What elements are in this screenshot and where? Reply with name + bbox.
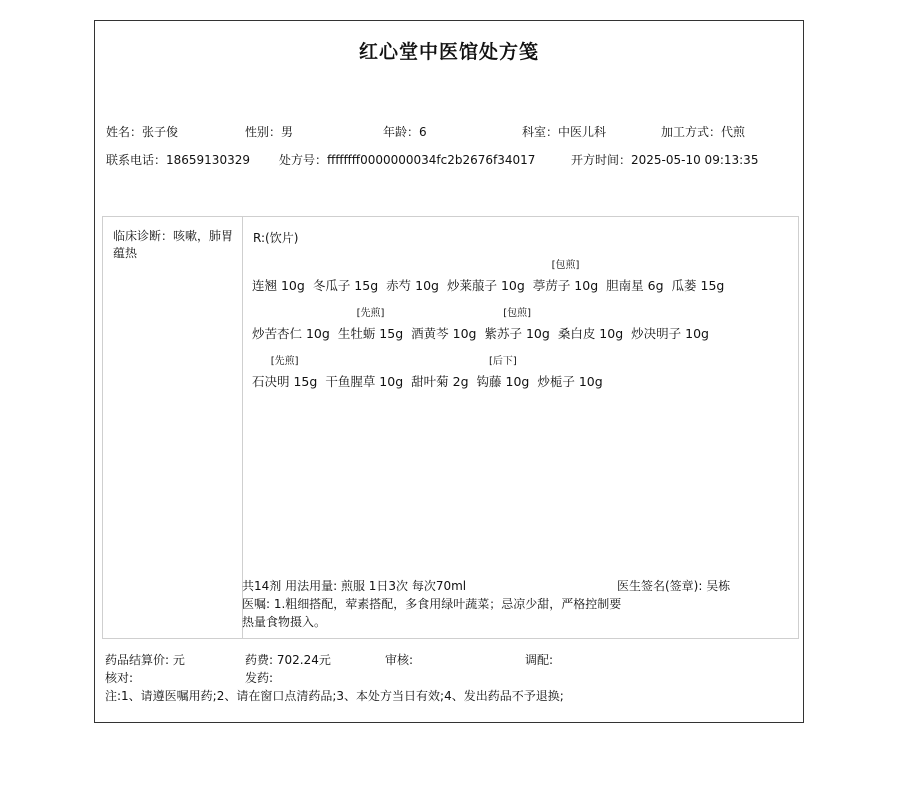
contact-phone: 联系电话：18659130329: [106, 153, 250, 167]
herb-item: 炒决明子 10g: [631, 326, 709, 341]
footer-note: 注:1、请遵医嘱用药;2、请在窗口点清药品;3、本处方当日有效;4、发出药品不予退换;: [105, 689, 564, 703]
herb-row-1: [252, 260, 725, 294]
usage-dosage: 共14剂 用法用量: 煎服 1日3次 每次70ml: [242, 579, 467, 593]
dispense-field: 调配:: [525, 653, 554, 667]
herb-item: 胆南星 6g: [606, 278, 664, 293]
herb-item: [后下] 钩藤 10g: [477, 372, 530, 390]
herb-item: 炒莱菔子 10g: [446, 278, 525, 293]
column-divider: [242, 217, 243, 638]
decoction-tag: [先煎]: [356, 308, 385, 319]
issue-field: 发药:: [245, 671, 274, 685]
herb-item: 冬瓜子 15g: [312, 278, 379, 293]
settlement-price: 药品结算价: 元: [105, 653, 185, 667]
herb-item: [包煎] 紫苏子 10g: [484, 324, 549, 342]
patient-age: 年龄：6: [383, 125, 427, 139]
herb-item: [包煎] 葶苈子 10g: [533, 276, 598, 294]
herb-item: 赤芍 10g: [386, 278, 439, 293]
review-field: 审核:: [385, 653, 414, 667]
decoction-tag: [包煎]: [503, 308, 532, 319]
processing-method: 加工方式：代煎: [661, 125, 746, 139]
herb-item: 干鱼腥草 10g: [325, 374, 404, 389]
drug-fee: 药费: 702.24元: [245, 653, 331, 667]
herb-item: 瓜蒌 15g: [671, 278, 725, 293]
department: 科室：中医儿科: [522, 125, 607, 139]
herb-item: 酒黄芩 10g: [411, 326, 477, 341]
usage-and-advice: [242, 577, 622, 631]
herb-item: 甜叶菊 2g: [411, 374, 469, 389]
patient-gender: 性别：男: [245, 125, 294, 139]
prescription-title: 红心堂中医馆处方笺: [358, 41, 539, 63]
rx-label: R:(饮片): [253, 231, 299, 245]
decoction-tag: [后下]: [489, 356, 517, 367]
prescription-time: 开方时间：2025-05-10 09:13:35: [571, 153, 759, 167]
herb-row-2: [252, 308, 709, 342]
doctor-signature: 医生签名(签章): 吴栋: [617, 579, 731, 593]
decoction-tag: [先煎]: [270, 356, 299, 367]
prescription-body: [102, 216, 799, 639]
herb-item: 桑白皮 10g: [557, 326, 624, 341]
prescription-number: 处方号：ffffffff0000000034fc2b2676f34017: [279, 153, 536, 167]
check-field: 核对:: [105, 671, 134, 685]
patient-name: 姓名：张子俊: [106, 125, 179, 139]
herb-item: [先煎] 生牡蛎 15g: [338, 324, 403, 342]
herb-item: 连翘 10g: [252, 278, 305, 293]
herb-item: 炒苦杏仁 10g: [252, 326, 330, 341]
clinical-diagnosis: 临床诊断：咳嗽，肺胃蕴热: [113, 229, 234, 260]
herb-item: [先煎] 石决明 15g: [252, 372, 317, 390]
prescription-sheet: [94, 20, 804, 723]
decoction-tag: [包煎]: [551, 260, 580, 271]
medical-advice: 医嘱: 1.粗细搭配，荤素搭配，多食用绿叶蔬菜；忌凉少甜，严格控制要热量食物摄入。: [242, 597, 622, 629]
herb-row-3: [252, 356, 603, 390]
herb-item: 炒栀子 10g: [537, 374, 603, 389]
